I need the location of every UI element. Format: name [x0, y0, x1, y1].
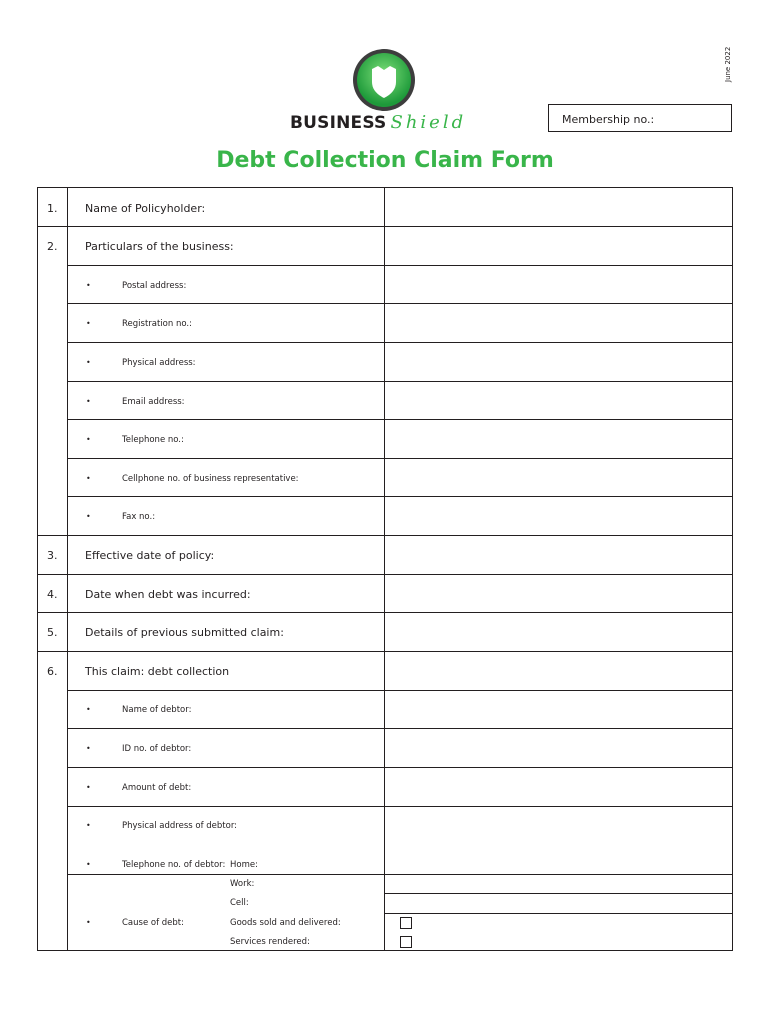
row-divider: [68, 381, 732, 382]
bullet: •: [86, 918, 91, 927]
bullet: •: [86, 397, 91, 406]
telephone-no-label: Telephone no.:: [122, 435, 184, 445]
cellphone-no-label: Cellphone no. of business representative:: [122, 474, 299, 484]
registration-no-label: Registration no.:: [122, 319, 192, 329]
q5-number: 5.: [47, 626, 58, 639]
q3-label: Effective date of policy:: [85, 549, 215, 562]
bullet: •: [86, 435, 91, 444]
telephone-home-label: Home:: [230, 860, 258, 870]
row-divider: [68, 728, 732, 729]
bullet: •: [86, 512, 91, 521]
date-stamp: June 2022: [724, 46, 732, 82]
row-divider: [68, 690, 732, 691]
bullet: •: [86, 358, 91, 367]
shield-icon: [352, 48, 416, 112]
debtor-name-label: Name of debtor:: [122, 705, 192, 715]
q6-number: 6.: [47, 665, 58, 678]
physical-address-label: Physical address:: [122, 358, 196, 368]
bullet: •: [86, 860, 91, 869]
row-divider: [68, 303, 732, 304]
row-divider: [38, 574, 732, 575]
bullet: •: [86, 281, 91, 290]
telephone-cell-label: Cell:: [230, 898, 249, 908]
row-divider: [68, 874, 732, 875]
row-divider: [68, 265, 732, 266]
row-divider: [68, 496, 732, 497]
bullet: •: [86, 474, 91, 483]
goods-sold-checkbox[interactable]: [400, 917, 412, 929]
row-divider: [38, 535, 732, 536]
row-divider: [68, 419, 732, 420]
membership-field[interactable]: [548, 104, 732, 132]
cause-of-debt-label: Cause of debt:: [122, 918, 185, 928]
row-divider: [384, 893, 732, 894]
q1-label: Name of Policyholder:: [85, 202, 206, 215]
row-divider: [384, 913, 732, 914]
brand-bold-text: BUSINESS: [290, 113, 387, 133]
bullet: •: [86, 744, 91, 753]
page-title: Debt Collection Claim Form: [216, 148, 554, 173]
fax-no-label: Fax no.:: [122, 512, 156, 522]
membership-label: Membership no.:: [562, 113, 655, 126]
postal-address-label: Postal address:: [122, 281, 187, 291]
q4-label: Date when debt was incurred:: [85, 588, 251, 601]
goods-sold-label: Goods sold and delivered:: [230, 918, 341, 928]
q2-label: Particulars of the business:: [85, 240, 234, 253]
bullet: •: [86, 783, 91, 792]
row-divider: [68, 806, 732, 807]
q1-number: 1.: [47, 202, 58, 215]
row-divider: [38, 226, 732, 227]
q2-number: 2.: [47, 240, 58, 253]
row-divider: [68, 342, 732, 343]
debtor-telephone-label: Telephone no. of debtor:: [122, 860, 226, 870]
q4-number: 4.: [47, 588, 58, 601]
brand-script-text: Shield: [390, 112, 467, 133]
services-rendered-checkbox[interactable]: [400, 936, 412, 948]
q6-label: This claim: debt collection: [85, 665, 230, 678]
bullet: •: [86, 821, 91, 830]
row-divider: [38, 651, 732, 652]
telephone-work-label: Work:: [230, 879, 255, 889]
bullet: •: [86, 319, 91, 328]
q5-label: Details of previous submitted claim:: [85, 626, 284, 639]
bullet: •: [86, 705, 91, 714]
services-rendered-label: Services rendered:: [230, 937, 310, 947]
debt-amount-label: Amount of debt:: [122, 783, 192, 793]
debtor-physical-address-label: Physical address of debtor:: [122, 821, 238, 831]
row-divider: [68, 458, 732, 459]
claim-form-table: [37, 187, 733, 951]
q3-number: 3.: [47, 549, 58, 562]
debtor-id-label: ID no. of debtor:: [122, 744, 192, 754]
row-divider: [68, 767, 732, 768]
email-address-label: Email address:: [122, 397, 185, 407]
row-divider: [38, 612, 732, 613]
brand-name: [290, 112, 466, 136]
